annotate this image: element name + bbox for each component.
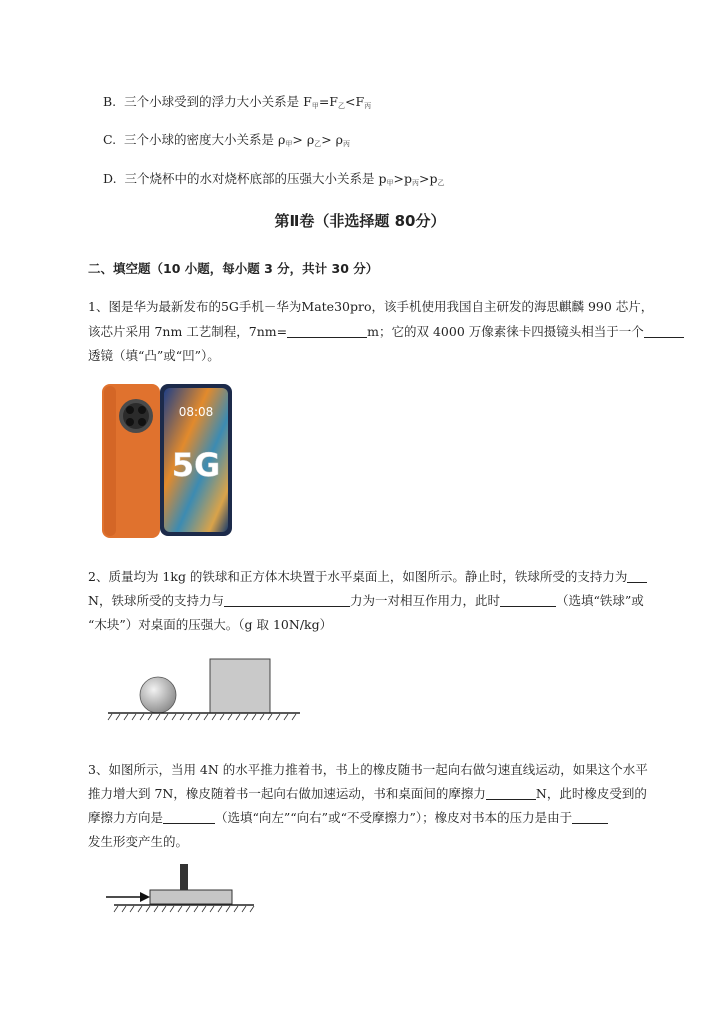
- answer-blank[interactable]: [486, 787, 536, 800]
- book-eraser-figure: [104, 862, 260, 918]
- iron-ball: [140, 677, 176, 713]
- wood-block: [210, 659, 270, 713]
- q2-line1: 2、质量均为 1kg 的铁球和正方体木块置于水平桌面上，如图所示。静止时，铁球所受的支持力为: [88, 567, 647, 585]
- ball-block-figure: [104, 654, 304, 724]
- q3-line3: 摩擦力方向是 （选填“向左”“向右”或“不受摩擦力”）；橡皮对书本的压力是由于: [88, 808, 608, 826]
- option-d: D. 三个烧杯中的水对烧杯底部的压强大小关系是 $p_甲>p_丙>p_乙$: [103, 171, 445, 187]
- option-c: C. 三个小球的密度大小关系是 $\rho_甲> \rho_乙> \rho_丙$: [103, 132, 350, 148]
- answer-blank[interactable]: [644, 325, 684, 338]
- q1-line1: 1、图是华为最新发布的5G手机－华为Mate30pro，该手机使用我国自主研发的海思麒麟 990 芯片，: [88, 299, 654, 314]
- option-label: C.: [103, 132, 117, 147]
- q1-line3: 透镜（填“凸”或“凹”）。: [88, 348, 220, 363]
- answer-blank[interactable]: [500, 594, 556, 607]
- answer-blank[interactable]: [627, 570, 647, 583]
- option-label: B.: [103, 94, 117, 109]
- phone-clock: 08:08: [178, 405, 214, 419]
- answer-blank[interactable]: [224, 594, 350, 607]
- option-label: D.: [103, 171, 117, 186]
- q1-line2: 该芯片采用 7nm 工艺制程，7nm= m；它的双 4000 万像素徕卡四摄镜头相当于一个: [88, 322, 684, 340]
- answer-blank[interactable]: [287, 325, 367, 338]
- section-heading: 二、填空题（10 小题，每小题 3 分，共计 30 分）: [88, 261, 379, 276]
- option-b: B. 三个小球受到的浮力大小关系是 $F_甲=F_乙<F_丙$: [103, 94, 372, 110]
- q2-line3: “木块”）对桌面的压强大。（g 取 10N/kg）: [88, 617, 333, 632]
- part-title: 第Ⅱ卷（非选择题 80分）: [274, 212, 446, 230]
- q3-line2: 推力增大到 7N，橡皮随着书一起向右做加速运动，书和桌面间的摩擦力 N，此时橡皮受到的: [88, 786, 647, 801]
- answer-blank[interactable]: [163, 811, 215, 824]
- eraser: [180, 864, 188, 890]
- q2-line2: N，铁球所受的支持力与 力为一对相互作用力，此时 （选填“铁球”或: [88, 593, 644, 608]
- q3-line4: 发生形变产生的。: [88, 834, 189, 849]
- q3-line1: 3、如图所示，当用 4N 的水平推力推着书，书上的橡皮随书一起向右做匀速直线运动，如果这个水平: [88, 762, 648, 777]
- 5g-logo: 5G: [171, 446, 221, 484]
- book: [150, 890, 232, 904]
- answer-blank[interactable]: [572, 811, 608, 824]
- phone-image: [100, 382, 234, 540]
